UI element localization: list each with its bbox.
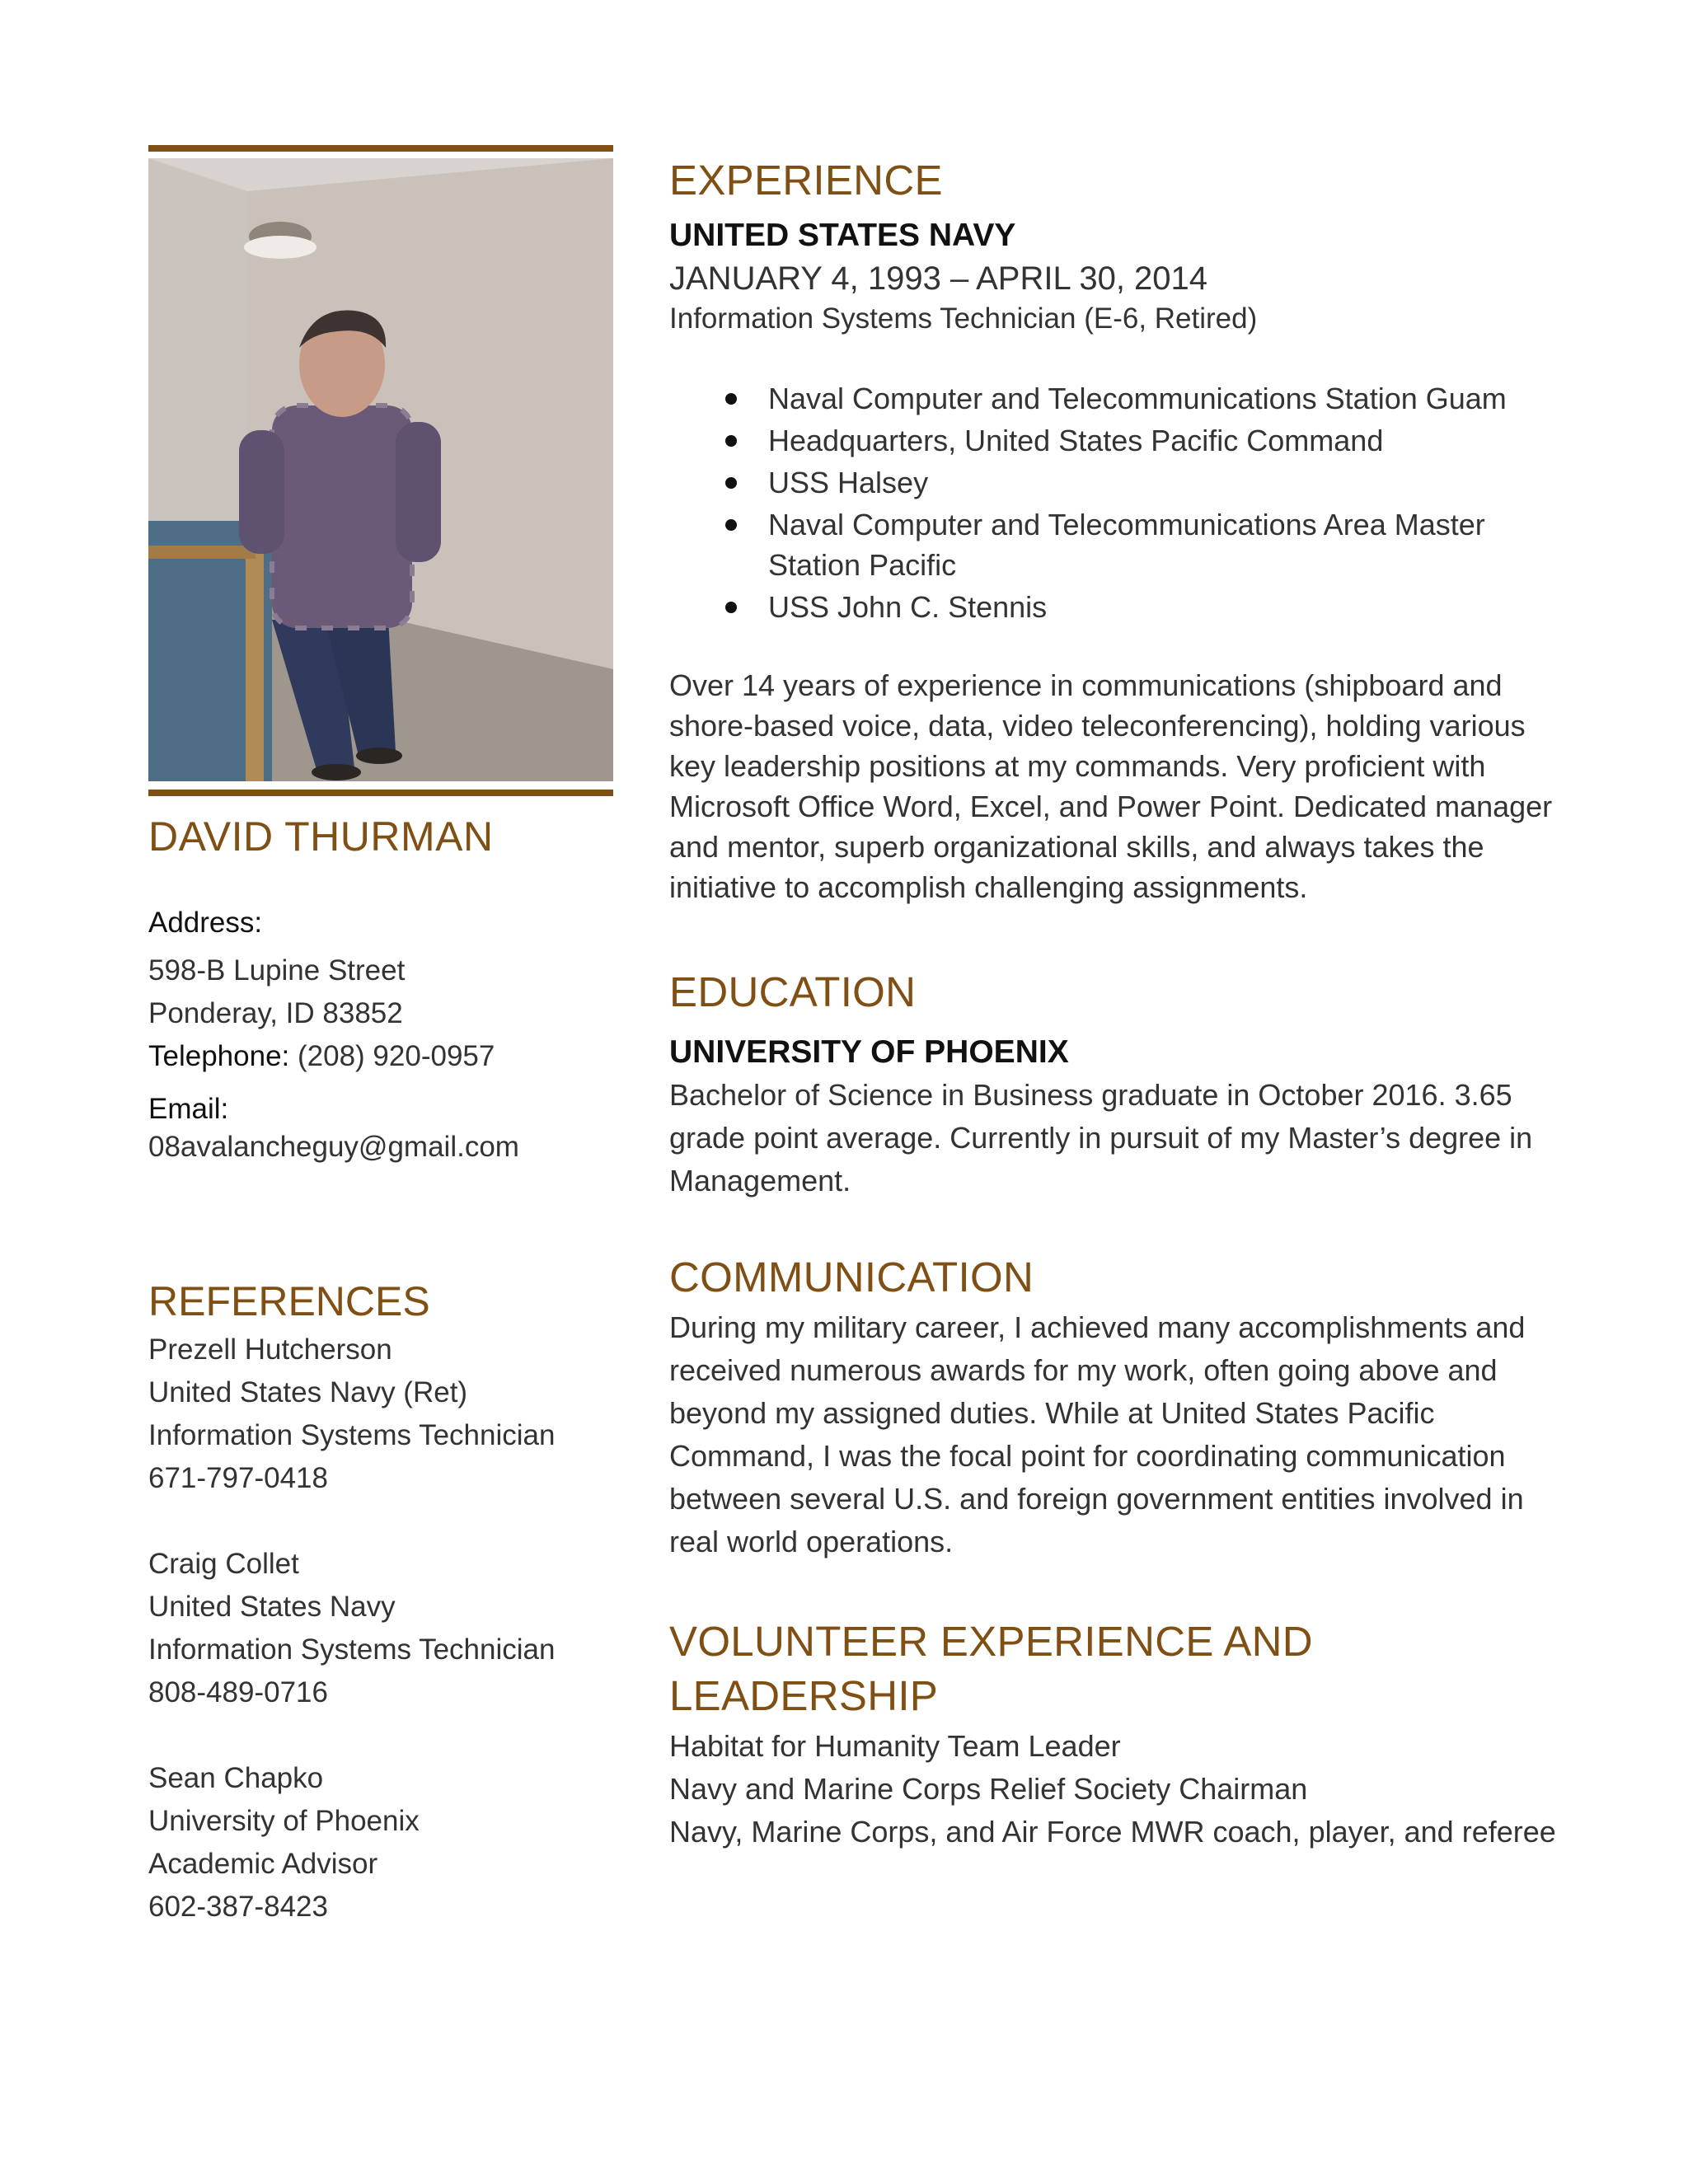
experience-dates: JANUARY 4, 1993 – APRIL 30, 2014 [669,260,1208,297]
education-text: Bachelor of Science in Business graduate in October 2016. 3.65 grade point average. Currently in pursuit of my Master’s degree in Management. [669,1078,1533,1197]
profile-photo [148,158,613,781]
communication-text: During my military career, I achieved many accomplishments and received numerous awards for my work, often going above and beyond my assigned duties. While at United States Pacific Command, I was the focal point for coordinating communication between several U.S. and foreign government entities involved in real world operations. [669,1310,1526,1558]
email-label: Email: [148,1093,229,1125]
volunteer-list [669,1725,1559,1854]
reference-2 [148,1543,613,1714]
reference-org: United States Navy [148,1591,396,1623]
left-column [148,145,613,1929]
reference-name: Craig Collet [148,1548,299,1580]
experience-role: Information Systems Technician (E-6, Retired) [669,302,1258,335]
bullet-item: Headquarters, United States Pacific Command [768,420,1559,461]
reference-role: Information Systems Technician [148,1633,556,1666]
bullet-item: USS Halsey [768,462,1559,503]
reference-role: Academic Advisor [148,1848,378,1880]
reference-phone: 602-387-8423 [148,1891,328,1923]
experience-summary: Over 14 years of experience in communications (shipboard and shore-based voice, data, video teleconferencing), holding various key leadership positions at my commands. Very proficient with Microsoft Office Word, Excel, and Power Point. Dedicated manager and mentor, superb organizational skills, and always takes the initiative to accomplish challenging assignments. [669,668,1553,904]
telephone-value: (208) 920-0957 [298,1040,495,1072]
communication-title: COMMUNICATION [669,1254,1034,1301]
reference-1 [148,1329,613,1500]
volunteer-item: Habitat for Humanity Team Leader [669,1729,1121,1763]
reference-phone: 671-797-0418 [148,1462,328,1494]
bullet-item: Naval Computer and Telecommunications Area Master Station Pacific [768,504,1559,585]
telephone-label: Telephone: [148,1040,290,1072]
references-title: REFERENCES [148,1278,430,1324]
full-name: DAVID THURMAN [148,813,494,860]
address-line-1: 598-B Lupine Street [148,954,406,987]
education-org: UNIVERSITY OF PHOENIX [669,1034,1069,1070]
volunteer-item: Navy and Marine Corps Relief Society Chairman [669,1772,1308,1806]
bullet-item: Naval Computer and Telecommunications Station Guam [768,378,1559,419]
telephone-line [148,1035,613,1078]
volunteer-item: Navy, Marine Corps, and Air Force MWR coach, player, and referee [669,1815,1556,1849]
reference-name: Prezell Hutcherson [148,1333,392,1366]
email-value[interactable]: 08avalancheguy@gmail.com [148,1131,519,1163]
reference-phone: 808-489-0716 [148,1676,328,1708]
bullet-item: USS John C. Stennis [768,587,1559,627]
reference-org: University of Phoenix [148,1805,420,1837]
top-rule [148,145,613,152]
right-column [669,153,1559,1854]
volunteer-title: VOLUNTEER EXPERIENCE AND LEADERSHIP [669,1618,1313,1719]
photo-bottom-rule [148,790,613,796]
reference-org: United States Navy (Ret) [148,1376,468,1408]
experience-org: UNITED STATES NAVY [669,218,1016,253]
address-block [148,949,613,1078]
reference-role: Information Systems Technician [148,1419,556,1451]
experience-bullets [669,378,1559,627]
reference-name: Sean Chapko [148,1762,324,1794]
address-label: Address: [148,907,263,939]
experience-title: EXPERIENCE [669,157,943,204]
reference-3 [148,1757,613,1929]
profile-photo-image [148,158,613,781]
address-line-2: Ponderay, ID 83852 [148,997,403,1029]
education-title: EDUCATION [669,968,917,1015]
